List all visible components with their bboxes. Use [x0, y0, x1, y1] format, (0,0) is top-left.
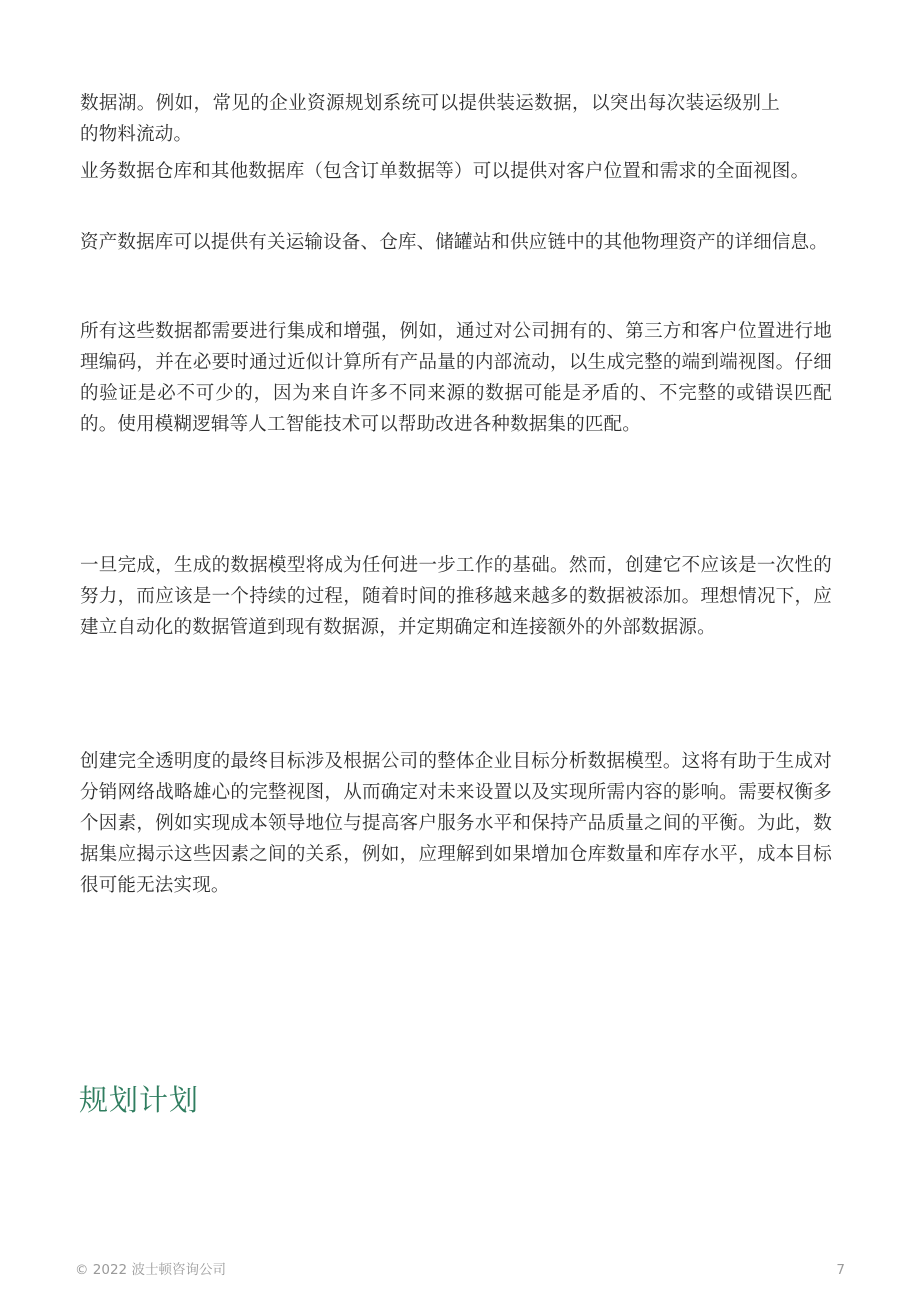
paragraph-data-model: 一旦完成，生成的数据模型将成为任何进一步工作的基础。然而，创建它不应该是一次性的努力，而应该是一个持续的过程，随着时间的推移越来越多的数据被添加。理想情况下，应建立自动化的数据管道到现有数据源，并定期确定和连接额外的外部数据源。: [80, 555, 832, 638]
paragraph-transparency-goal: 创建完全透明度的最终目标涉及根据公司的整体企业目标分析数据模型。这将有助于生成对分销网络战略雄心的完整视图，从而确定对未来设置以及实现所需内容的影响。需要权衡多个因素，例如实现成本领导地位与提高客户服务水平和保持产品质量之间的平衡。为此，数据集应揭示这些因素之间的关系，例如，应理解到如果增加仓库数量和库存水平，成本目标很可能无法实现。: [80, 751, 832, 896]
paragraph-erp-data: 数据湖。例如，常见的企业资源规划系统可以提供装运数据，以突出每次装运级别上的物料流动。: [80, 93, 780, 145]
section-heading: 规划计划: [79, 1083, 200, 1117]
paragraph-business-warehouse: 业务数据仓库和其他数据库（包含订单数据等）可以提供对客户位置和需求的全面视图。: [80, 161, 810, 182]
page-number: 7: [836, 1262, 845, 1278]
footer-copyright: © 2022 波士顿咨询公司: [75, 1262, 226, 1278]
paragraph-data-integration: 所有这些数据都需要进行集成和增强，例如，通过对公司拥有的、第三方和客户位置进行地理编码，并在必要时通过近似计算所有产品量的内部流动，以生成完整的端到端视图。仔细的验证是必不可少的，因为来自许多不同来源的数据可能是矛盾的、不完整的或错误匹配的。使用模糊逻辑等人工智能技术可以帮助改进各种数据集的匹配。: [80, 321, 832, 435]
paragraph-asset-database: 资产数据库可以提供有关运输设备、仓库、储罐站和供应链中的其他物理资产的详细信息。: [80, 232, 829, 253]
